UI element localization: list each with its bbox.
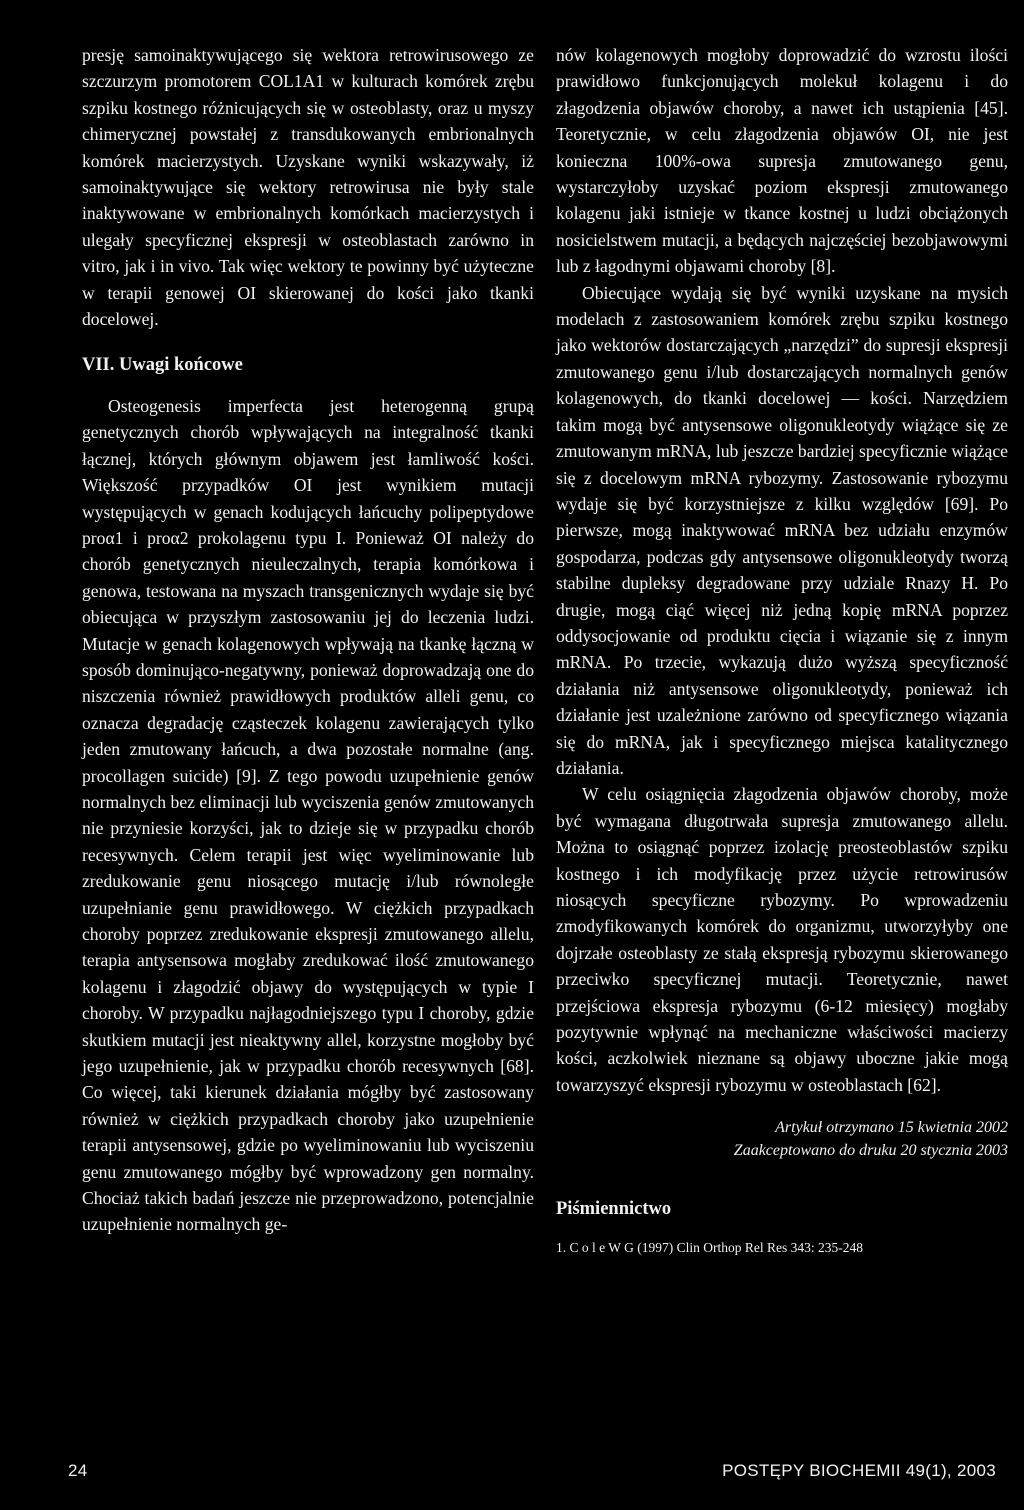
references-heading: Piśmiennictwo	[556, 1199, 672, 1220]
right-paragraph-3: W celu osiągnięcia złagodzenia objawów choroby, może być wymagana długotrwała supresja zmutowanego allelu. Można to osiągnąć poprzez izolację preosteoblastów szpiku kostnego i ich modyfikację przez użycie retrowirusów niosących specyficzne rybozymy. Po wprowadzeniu zmodyfikowanych komórek do organizmu, utworzyłyby one dojrzałe osteoblasty ze stałą ekspresją rybozymu skierowanego przeciwko specyficznej mutacji. Teoretycznie, nawet przejściowa ekspresja rybozymu (6-12 miesięcy) mogłaby pozytywnie wpłynąć na mechaniczne właściwości macierzy kości, aczkolwiek nieznane są objawy uboczne jakie mogą towarzyszyć ekspresji rybozymu w osteoblastach [62].	[556, 784, 1008, 1095]
accepted-date: Zaakceptowano do druku 20 stycznia 2003	[733, 1142, 1008, 1160]
journal-footer: POSTĘPY BIOCHEMII 49(1), 2003	[722, 1461, 996, 1480]
section-heading: VII. Uwagi końcowe	[82, 355, 243, 376]
right-paragraph-1: nów kolagenowych mogłoby doprowadzić do wzrostu ilości prawidłowo funkcjonujących molekuł kolagenu i do złagodzenia objawów choroby, a nawet ich ustąpienia [45]. Teoretycznie, w celu złagodzenia objawów OI, nie jest konieczna 100%-owa supresja zmutowanego genu, wystarczyłoby uzyskać poziom ekspresji zmutowanego kolagenu jaki istnieje w tkance kostnej u ludzi obciążonych nosicielstwem mutacji, a będących najczęściej bezobjawowymi lub z łagodnymi objawami choroby [8].	[556, 45, 1008, 277]
page-number: 24	[68, 1461, 88, 1480]
left-column	[82, 42, 534, 1238]
left-paragraph-2: Osteogenesis imperfecta jest heterogenną grupą genetycznych chorób wpływających na integralność tkanki łącznej, których głównym objawem jest łamliwość kości. Większość przypadków OI jest wynikiem mutacji występujących w genach kodujących łańcuchy polipeptydowe proα1 i proα2 prokolagenu typu I. Ponieważ OI należy do chorób genetycznych nieuleczalnych, terapia komórkowa i genowa, testowana na myszach transgenicznych wydaje się być obiecująca w przyszłym zastosowaniu jej do leczenia ludzi. Mutacje w genach kolagenowych wpływają na tkankę łączną w sposób dominująco-negatywny, ponieważ doprowadzają one do niszczenia również prawidłowych produktów alleli genu, co oznacza degradację cząsteczek kolagenu zawierających tylko jeden zmutowany łańcuch, a dwa pozostałe normalne (ang. procollagen suicide) [9]. Z tego powodu uzupełnienie genów normalnych bez eliminacji lub wyciszenia genów zmutowanych nie przyniesie korzyści, jak to dzieje się w przypadku chorób recesywnych. Celem terapii jest więc wyeliminowanie lub zredukowanie genu niosącego mutację i/lub równoległe uzupełnianie genu prawidłowego. W ciężkich przypadkach choroby poprzez zredukowanie ekspresji zmutowanego allelu, terapia antysensowa mogłaby zredukować ilość zmutowanego kolagenu i złagodzić objawy do występujących w typie I choroby. W przypadku najłagodniejszego typu I choroby, gdzie skutkiem mutacji jest nieaktywny allel, korzystne mogłoby być jego uzupełnienie, jak w przypadku chorób recesywnych [68]. Co więcej, taki kierunek działania mógłby być zastosowany również w ciężkich przypadkach choroby jako uzupełnienie terapii antysensowej, gdzie po wyeliminowaniu lub wyciszeniu genu zmutowanego mógłby być wprowadzony gen normalny. Chociaż takich badań jeszcze nie przeprowadzono, potencjalnie uzupełnienie normalnych ge-	[82, 395, 534, 1235]
reference-item: 1. C o l e W G (1997) Clin Orthop Rel Res 343: 235-248	[556, 1239, 863, 1255]
received-date: Artykuł otrzymano 15 kwietnia 2002	[775, 1119, 1008, 1137]
right-paragraph-2: Obiecujące wydają się być wyniki uzyskane na mysich modelach z zastosowaniem komórek zrębu szpiku kostnego jako wektorów dostarczających „narzędzi” do supresji ekspresji zmutowanego genu i/lub dostarczających normalnych genów kolagenowych, do tkanki docelowej — kości. Narzędziem takim mogą być antysensowe oligonukleotydy wiążące się ze zmutowanym mRNA, lub jeszcze bardziej specyficznie wiążące się z docelowym mRNA rybozymy. Zastosowanie rybozymu wydaje się być korzystniejsze z kilku względów [69]. Po pierwsze, mogą inaktywować mRNA bez udziału enzymów gospodarza, podczas gdy antysensowe oligonukleotydy tworzą stabilne dupleksy degradowane przy udziale Rnazy H. Po drugie, mogą ciąć więcej niż jedną kopię mRNA poprzez oddysocjowanie od produktu cięcia i wiązanie się z innym mRNA. Po trzecie, wykazują dużo wyższą specyficzność działania niż antysensowe oligonukleotydy, ponieważ ich działanie jest uzależnione zarówno od specyficznego wiązania się do mRNA, jak i specyficznego miejsca katalitycznego działania.	[556, 282, 1008, 778]
right-column	[556, 42, 1008, 1257]
left-paragraph-1: presję samoinaktywującego się wektora retrowirusowego ze szczurzym promotorem COL1A1 w kulturach komórek zrębu szpiku kostnego różnicujących się w osteoblasty, oraz u myszy chimerycznej powstałej z transdukowanych embrionalnych komórek macierzystych. Uzyskane wyniki wskazywały, iż samoinaktywujące się wektory retrowirusa nie były stale inaktywowane w embrionalnych komórkach macierzystych i ulegały specyficznej ekspresji w osteoblastach zarówno in vitro, jak i in vivo. Tak więc wektory te powinny być użyteczne w terapii genowej OI skierowanej do kości jako tkanki docelowej.	[82, 45, 534, 330]
